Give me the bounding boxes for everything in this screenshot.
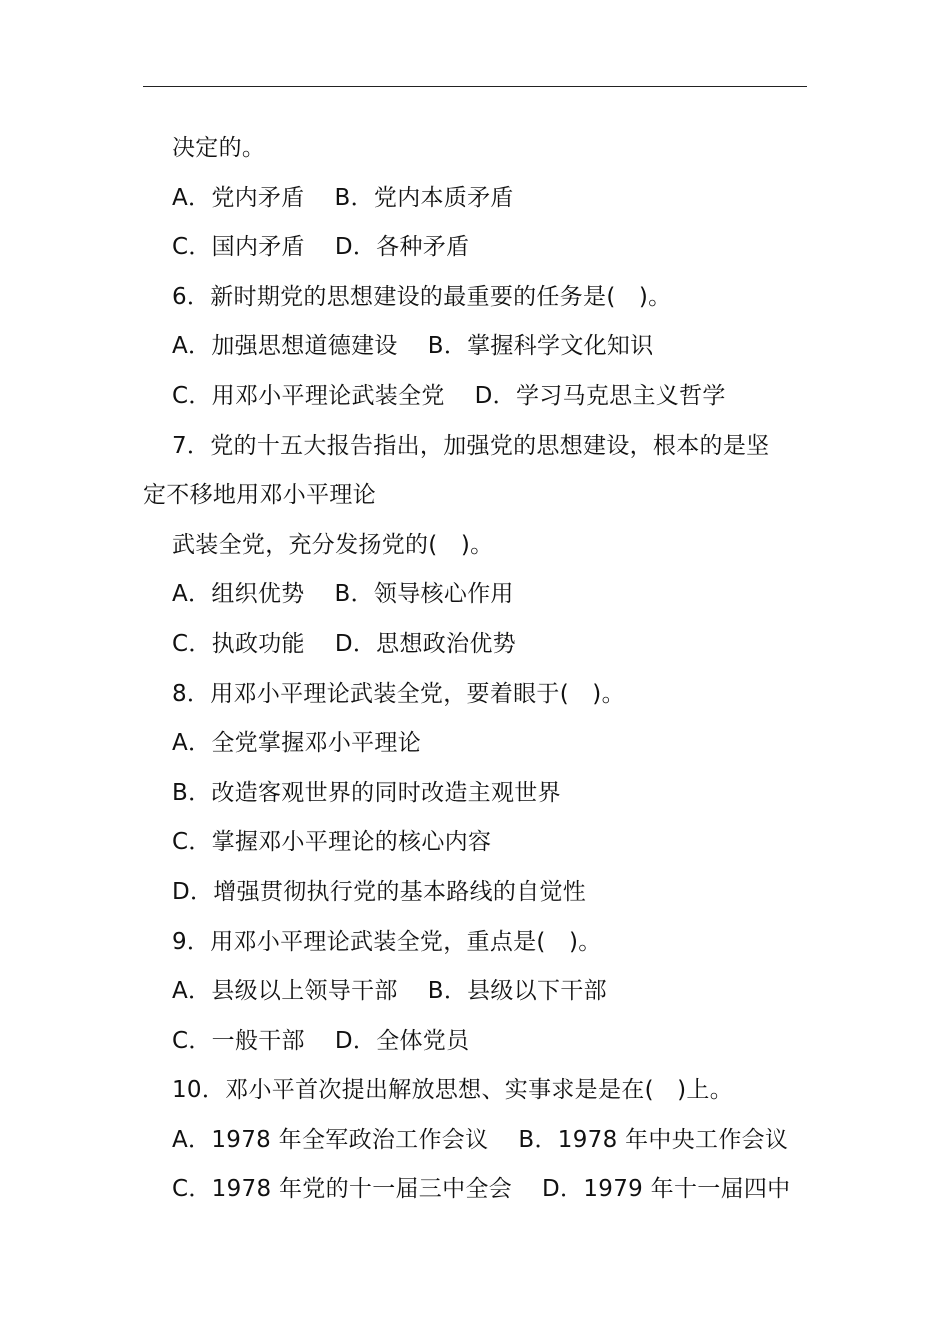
option-c: C．1978 年党的十一届三中全会 [172,1176,513,1203]
option-a: A．组织优势 [172,581,305,608]
option-d: D．1979 年十一届四中 [542,1176,791,1203]
option-d: D．各种矛盾 [334,234,470,261]
option-c: C．一般干部 [172,1027,305,1054]
option-b: B．改造客观世界的同时改造主观世界 [172,779,561,806]
text-line: 决定的。 [172,135,266,161]
option-d: D．学习马克思主义哲学 [474,382,726,409]
header-rule [143,86,807,87]
option-line [0,174,950,224]
option-a: A．党内矛盾 [172,184,305,211]
option-a: A．县级以上领导干部 [172,978,398,1005]
option-line [0,570,950,620]
option-line [0,322,950,372]
option-c: C．国内矛盾 [172,234,305,261]
option-a: A．1978 年全军政治工作会议 [172,1126,489,1153]
option-line [0,372,950,422]
question-10: 10．邓小平首次提出解放思想、实事求是是在( )上。 [172,1077,734,1104]
option-a: A．全党掌握邓小平理论 [172,730,422,757]
option-line [0,1165,950,1215]
option-d: D．全体党员 [334,1027,470,1054]
option-d: D．增强贯彻执行党的基本路线的自觉性 [172,878,587,905]
option-line [0,1017,950,1067]
option-line [0,223,950,273]
option-b: B．领导核心作用 [334,581,514,608]
option-c: C．执政功能 [172,630,305,657]
option-line [0,967,950,1017]
question-8: 8．用邓小平理论武装全党，要着眼于( )。 [172,680,625,707]
question-7: 7．党的十五大报告指出，加强党的思想建设，根本的是坚 [172,432,770,459]
option-b: B．掌握科学文化知识 [427,333,654,360]
option-a: A．加强思想道德建设 [172,333,398,360]
option-b: B．党内本质矛盾 [334,184,514,211]
question-6: 6．新时期党的思想建设的最重要的任务是( )。 [172,283,672,310]
question-7-continued: 武装全党，充分发扬党的( )。 [172,531,494,558]
option-c: C．掌握邓小平理论的核心内容 [172,829,492,856]
option-b: B．1978 年中央工作会议 [518,1126,789,1153]
question-7-continued: 定不移地用邓小平理论 [143,482,376,509]
option-line [0,1116,950,1166]
document-content [0,124,950,1215]
option-line [0,620,950,670]
option-b: B．县级以下干部 [427,978,607,1005]
option-d: D．思想政治优势 [334,630,516,657]
question-9: 9．用邓小平理论武装全党，重点是( )。 [172,928,602,955]
option-c: C．用邓小平理论武装全党 [172,382,445,409]
